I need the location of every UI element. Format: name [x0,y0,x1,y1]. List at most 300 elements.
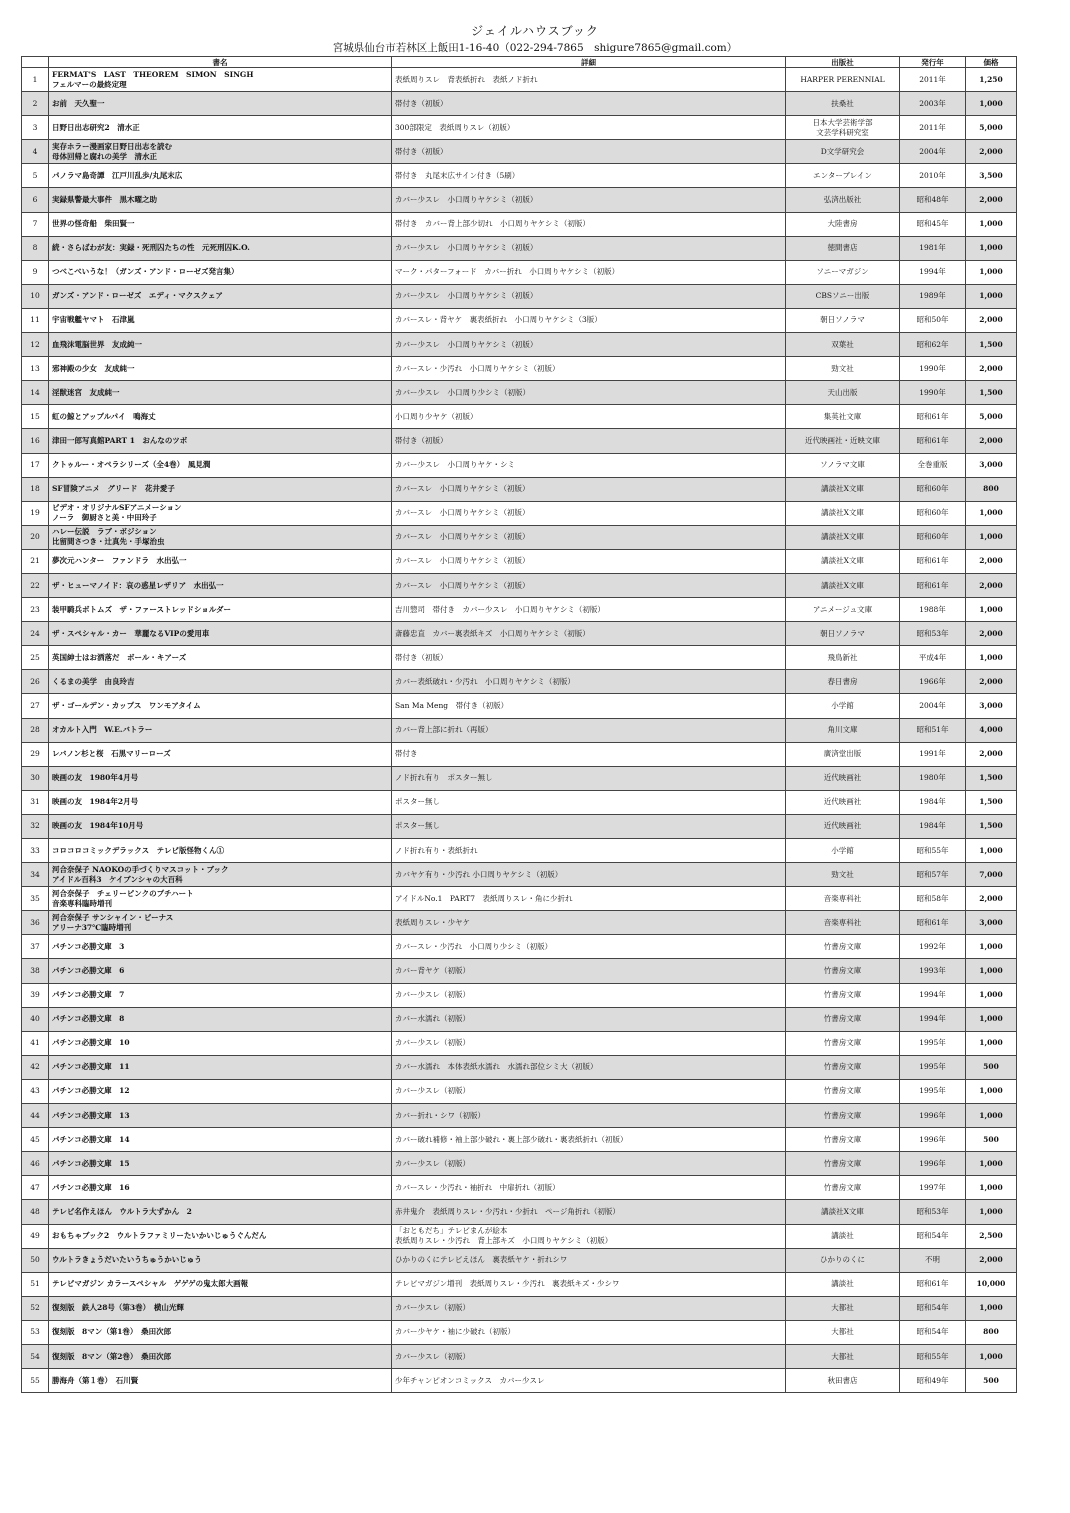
book-price [966,1320,1017,1344]
book-year [900,525,966,549]
book-title [49,405,392,429]
book-year-line: 昭和61年 [916,411,949,421]
table-row [22,164,1017,188]
book-publisher [786,814,900,838]
book-title [49,1055,392,1079]
book-detail-line: 帯付き カバー背上部少切れ 小口周りヤケシミ（初版） [395,219,590,229]
book-year-line: 1981年 [919,243,946,253]
book-publisher-line: 講談社X文庫 [821,532,864,542]
book-publisher [786,1007,900,1031]
book-price [966,381,1017,405]
book-detail [392,959,786,983]
book-detail-line: 少年チャンピオンコミックス カバー少スレ [395,1375,545,1385]
table-row [22,405,1017,429]
row-number-line: 28 [30,725,40,735]
row-number-line: 31 [30,797,40,807]
table-row [22,1296,1017,1320]
book-publisher-line: 文芸学科研究室 [816,127,869,137]
book-detail-line: ノド折れ有り ポスター無し [395,773,493,783]
book-year [900,1079,966,1103]
row-number [22,92,49,116]
book-title-line: 英国紳士はお洒落だ ボール・キアーズ [52,652,187,662]
book-year-line: 昭和62年 [916,339,949,349]
row-number-line: 43 [30,1086,40,1096]
book-publisher [786,525,900,549]
book-year [900,236,966,260]
book-price-line: 7,000 [979,869,1003,879]
book-detail-line: ポスター無し [395,797,440,807]
row-number [22,140,49,164]
table-row [22,1007,1017,1031]
book-year [900,1296,966,1320]
book-detail-line: 帯付き（初版） [395,435,448,445]
row-number [22,1224,49,1248]
book-title-line: ビデオ・オリジナルSFアニメーション [52,503,182,513]
book-price [966,549,1017,573]
book-price-line: 2,500 [979,1231,1003,1241]
book-price-line: 1,000 [979,1014,1003,1024]
book-price-line: 1,500 [979,387,1003,397]
row-number-line: 37 [30,941,40,951]
book-year [900,1031,966,1055]
row-number [22,549,49,573]
book-price-line: 1,000 [979,508,1003,518]
row-number-line: 11 [30,315,40,325]
book-price-line: 2,000 [979,580,1003,590]
table-row [22,1104,1017,1128]
row-number-line: 47 [30,1182,40,1192]
book-year [900,549,966,573]
row-number-line: 17 [30,460,40,470]
book-year-line: 昭和50年 [916,315,949,325]
book-year-line: 1984年 [919,797,946,807]
book-detail [392,1200,786,1224]
row-number [22,839,49,863]
book-year [900,1128,966,1152]
book-list-table [21,56,1017,1393]
book-year-line: 昭和58年 [916,893,949,903]
book-publisher-line: ソニーマガジン [816,267,869,277]
book-detail [392,622,786,646]
book-publisher [786,333,900,357]
book-detail-line: 斎藤忠直 カバー裏表紙キズ 小口周りヤケシミ（初版） [395,628,590,638]
book-price-line: 3,500 [979,170,1003,180]
book-price-line: 1,500 [979,773,1003,783]
book-price [966,429,1017,453]
row-number-line: 53 [30,1327,40,1337]
book-detail [392,1007,786,1031]
book-title-line: レバノン杉と桜 石黒マリーローズ [52,749,171,759]
book-publisher-line: 双葉社 [831,339,854,349]
book-price-line: 3,000 [979,460,1003,470]
book-title [49,284,392,308]
store-address: 宮城県仙台市若林区上飯田1-16-40（022-294-7865 shigure7865@gmail.com） [332,42,738,54]
book-title [49,236,392,260]
column-header-title: 書名 [49,57,392,68]
book-year-line: 2011年 [919,122,946,132]
book-price [966,742,1017,766]
table-row [22,959,1017,983]
row-number [22,983,49,1007]
book-detail-line: テレビマガジン増刊 表紙周りスレ・少汚れ 裏表紙キズ・少シワ [395,1279,620,1289]
book-title [49,164,392,188]
book-detail [392,116,786,140]
book-detail-line: カバー少スレ 小口周りヤケシミ（初版） [395,291,538,301]
book-year-line: 全巻重版 [917,460,948,470]
book-publisher [786,92,900,116]
book-title [49,694,392,718]
book-publisher-line: ひかりのくに [820,1255,865,1265]
row-number [22,742,49,766]
table-row [22,1200,1017,1224]
row-number [22,694,49,718]
book-price [966,622,1017,646]
book-year [900,429,966,453]
row-number [22,1272,49,1296]
book-price [966,308,1017,332]
row-number-line: 18 [30,484,40,494]
book-title [49,766,392,790]
table-row [22,1152,1017,1176]
row-number [22,453,49,477]
table-row [22,887,1017,911]
book-price-line: 500 [983,1375,999,1385]
book-title-line: パチンコ必勝文庫 12 [52,1086,130,1096]
book-publisher [786,670,900,694]
book-year-line: 1993年 [919,966,946,976]
row-number-line: 54 [30,1351,40,1361]
book-title-line: ノーラ 御厨さと美・中田玲子 [52,513,157,523]
book-year-line: 2010年 [919,170,946,180]
book-year-line: 昭和55年 [916,845,949,855]
book-price-line: 1,000 [979,845,1003,855]
book-detail-line: カバースレ・少汚れ・袖折れ 中扉折れ（初版） [395,1182,560,1192]
book-publisher [786,863,900,887]
book-publisher-line: 勁文社 [831,869,854,879]
book-detail [392,1369,786,1393]
book-year-line: 1992年 [919,941,946,951]
table-header-row [22,57,1017,68]
book-price-line: 2,000 [979,435,1003,445]
book-detail-line: カバー少スレ 小口周りヤケシミ（初版） [395,243,538,253]
book-publisher [786,766,900,790]
table-row [22,284,1017,308]
book-publisher [786,718,900,742]
book-detail-line: カバー少スレ 小口周りヤケ・シミ [395,460,515,470]
book-year [900,1369,966,1393]
book-detail [392,1344,786,1368]
book-price [966,911,1017,935]
book-price-line: 2,000 [979,146,1003,156]
book-title-line: 河合奈保子 サンシャイン・ビーナス [52,912,174,922]
book-title [49,429,392,453]
row-number-line: 21 [30,556,40,566]
row-number-line: 39 [30,990,40,1000]
book-publisher-line: 大都社 [831,1327,854,1337]
book-price-line: 1,500 [979,339,1003,349]
row-number [22,1152,49,1176]
book-price-line: 5,000 [979,122,1003,132]
book-detail [392,1296,786,1320]
table-row [22,718,1017,742]
book-publisher [786,1079,900,1103]
table-row [22,1176,1017,1200]
book-title [49,1152,392,1176]
book-title-line: お前 天久聖一 [52,98,105,108]
row-number-line: 20 [30,532,40,542]
book-publisher-line: 竹書房文庫 [823,1158,862,1168]
book-year-line: 昭和48年 [916,195,949,205]
book-price-line: 1,000 [979,966,1003,976]
book-publisher [786,116,900,140]
book-year-line: 昭和61年 [916,435,949,445]
table-row [22,116,1017,140]
book-publisher [786,381,900,405]
row-number [22,1296,49,1320]
book-detail-line: 帯付き [395,749,418,759]
book-year [900,598,966,622]
book-publisher-line: 竹書房文庫 [823,1086,862,1096]
book-year-line: 1988年 [919,604,946,614]
book-price-line: 1,000 [979,1206,1003,1216]
table-body [22,68,1017,1393]
table-row [22,573,1017,597]
book-detail-line: 帯付き 丸尾末広サイン付き（5刷） [395,170,520,180]
book-year [900,911,966,935]
book-year-line: 1991年 [919,749,946,759]
book-price [966,718,1017,742]
book-publisher [786,1248,900,1272]
book-year-line: 1980年 [919,773,946,783]
book-year [900,284,966,308]
row-number-line: 24 [30,628,40,638]
book-title [49,501,392,525]
book-title [49,357,392,381]
book-publisher-line: 講談社X文庫 [821,556,864,566]
book-price [966,284,1017,308]
book-title-line: アイドル百科3 ケイブンシャの大百科 [52,874,183,884]
book-detail [392,718,786,742]
book-title-line: 音楽専科臨時増刊 [52,898,112,908]
book-detail-line: カバー少スレ（初版） [395,1086,470,1096]
row-number-line: 2 [32,98,38,108]
book-year-line: 昭和55年 [916,1351,949,1361]
book-publisher [786,284,900,308]
row-number-line: 48 [30,1206,40,1216]
row-number [22,1200,49,1224]
book-title [49,525,392,549]
book-publisher [786,1320,900,1344]
table-row [22,670,1017,694]
book-publisher-line: 大都社 [831,1351,854,1361]
book-title-line: パチンコ必勝文庫 15 [52,1158,130,1168]
book-year [900,646,966,670]
book-publisher-line: D文学研究会 [820,146,865,156]
row-number-line: 51 [30,1279,40,1289]
book-price [966,1344,1017,1368]
row-number [22,863,49,887]
book-title-line: クトゥルー・オペラシリーズ（全4巻） 風見潤 [52,460,211,470]
book-year [900,308,966,332]
book-title [49,1007,392,1031]
book-publisher-line: ソノラマ文庫 [820,460,865,470]
table-row [22,863,1017,887]
book-price [966,1369,1017,1393]
row-number-line: 6 [32,195,38,205]
row-number-line: 40 [30,1014,40,1024]
book-detail [392,670,786,694]
book-publisher-line: 竹書房文庫 [823,990,862,1000]
book-title-line: 復刻版 8マン（第1巻） 桑田次郎 [52,1327,172,1337]
book-detail-line: カバー水濡れ 本体表紙水濡れ 水濡れ部位シミ大（初版） [395,1062,598,1072]
book-detail [392,1224,786,1248]
book-title-line: 河合奈保子 NAOKOの手づくりマスコット・ブック [52,864,229,874]
book-price-line: 1,000 [979,941,1003,951]
book-detail-line: 小口周り少ヤケ（初版） [395,411,478,421]
book-detail [392,140,786,164]
row-number [22,188,49,212]
book-publisher-line: 講談社 [831,1231,854,1241]
book-year [900,766,966,790]
book-year [900,1224,966,1248]
book-publisher-line: 講談社X文庫 [821,580,864,590]
book-publisher-line: 竹書房文庫 [823,1110,862,1120]
book-detail [392,284,786,308]
row-number [22,1128,49,1152]
row-number [22,1055,49,1079]
book-publisher [786,935,900,959]
book-year-line: 昭和53年 [916,628,949,638]
book-year-line: 1996年 [919,1134,946,1144]
book-year-line: 昭和45年 [916,219,949,229]
book-detail-line: カバー背ヤケ（初版） [395,966,470,976]
book-price [966,863,1017,887]
book-title [49,1320,392,1344]
book-detail [392,1104,786,1128]
book-year [900,92,966,116]
book-detail-line: アイドルNo.1 PART7 表紙周りスレ・角に少折れ [395,893,573,903]
book-price [966,814,1017,838]
book-year [900,1104,966,1128]
row-number-line: 38 [30,966,40,976]
row-number [22,212,49,236]
book-title [49,333,392,357]
book-title [49,1272,392,1296]
table-row [22,429,1017,453]
book-detail-line: カバー表紙破れ・少汚れ 小口周りヤケシミ（初版） [395,676,575,686]
book-title-line: パチンコ必勝文庫 10 [52,1038,130,1048]
book-title-line: 邪神殿の少女 友成純一 [52,363,135,373]
book-year [900,1176,966,1200]
row-number [22,1104,49,1128]
row-number-line: 50 [30,1255,40,1265]
book-price-line: 5,000 [979,411,1003,421]
book-detail-line: カバー背上部に折れ（再版） [395,725,493,735]
book-detail-line: カバースレ・少汚れ 小口周りヤケシミ（初版） [395,363,560,373]
row-number-line: 32 [30,821,40,831]
column-header-detail: 詳細 [392,57,786,68]
book-detail [392,92,786,116]
book-detail-line: カバースレ 小口周りヤケシミ（初版） [395,580,530,590]
book-price-line: 2,000 [979,315,1003,325]
book-price [966,453,1017,477]
book-title-line: ザ・ゴールデン・カップス ワンモアタイム [52,700,201,710]
row-number [22,1320,49,1344]
row-number [22,887,49,911]
book-publisher-line: 近代映画社 [823,797,862,807]
book-publisher [786,742,900,766]
row-number [22,236,49,260]
book-publisher [786,357,900,381]
row-number [22,1176,49,1200]
book-detail [392,983,786,1007]
book-title [49,1128,392,1152]
book-title-line: 河合奈保子 チェリーピンクのプチハート [52,888,194,898]
row-number [22,814,49,838]
book-publisher [786,887,900,911]
book-detail-line: マーク・パターフォード カバー折れ 小口周りヤケシミ（初版） [395,267,620,277]
book-year [900,935,966,959]
table-row [22,694,1017,718]
book-detail-line: カバースレ 小口周りヤケシミ（初版） [395,556,530,566]
book-title-line: ザ・スペシャル・カー 華麗なるVIPの愛用車 [52,628,210,638]
book-title [49,887,392,911]
row-number-line: 15 [30,411,40,421]
table-row [22,549,1017,573]
book-price [966,766,1017,790]
book-publisher [786,453,900,477]
column-header-number [22,57,49,68]
book-publisher [786,1152,900,1176]
book-price [966,935,1017,959]
book-year-line: 昭和54年 [916,1303,949,1313]
book-detail-line: カバー少ヤケ・袖に少破れ（初版） [395,1327,515,1337]
book-publisher [786,646,900,670]
book-title [49,1248,392,1272]
book-title-line: 続・さらばわが友：実録・死刑囚たちの性 元死刑囚K.O. [52,243,250,253]
table-row [22,1128,1017,1152]
book-publisher-line: 朝日ソノラマ [820,315,865,325]
book-year [900,405,966,429]
row-number-line: 27 [30,700,40,710]
book-publisher [786,1128,900,1152]
book-title-line: 比留間さつき・辻真先・手塚治虫 [52,537,165,547]
book-year-line: 1995年 [919,1086,946,1096]
row-number [22,116,49,140]
book-price-line: 3,000 [979,917,1003,927]
row-number-line: 14 [30,387,40,397]
table-row [22,260,1017,284]
book-title-line: 母体回帰と腐れの美学 清水正 [52,151,157,161]
book-year-line: 1996年 [919,1110,946,1120]
book-year-line: 昭和51年 [916,725,949,735]
store-title: ジェイルハウスブック [471,24,599,38]
row-number [22,477,49,501]
book-title-line: オカルト入門 W.E.バトラー [52,725,153,735]
book-title [49,790,392,814]
book-price [966,1296,1017,1320]
book-publisher-line: 小学館 [831,845,854,855]
book-publisher-line: 春日書房 [827,676,858,686]
book-detail [392,766,786,790]
book-year [900,839,966,863]
row-number [22,1248,49,1272]
book-publisher-line: 竹書房文庫 [823,1182,862,1192]
book-publisher [786,839,900,863]
table-row [22,1272,1017,1296]
book-publisher [786,1224,900,1248]
book-title [49,188,392,212]
